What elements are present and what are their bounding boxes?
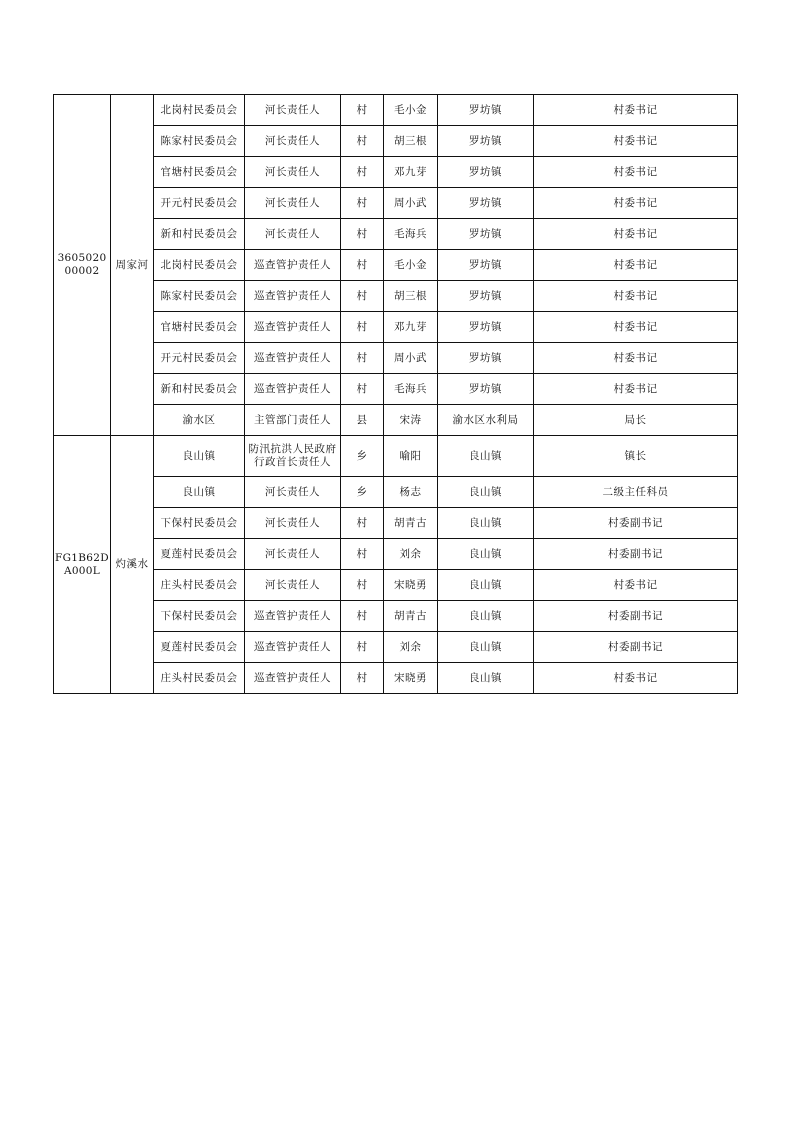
post-cell: 村委副书记 bbox=[534, 632, 738, 663]
role-cell: 巡查管护责任人 bbox=[245, 601, 341, 632]
org-cell: 良山镇 bbox=[438, 508, 534, 539]
post-cell: 村委书记 bbox=[534, 126, 738, 157]
org-cell: 罗坊镇 bbox=[438, 374, 534, 405]
table-row bbox=[54, 126, 738, 157]
level-cell: 村 bbox=[341, 343, 384, 374]
unit-cell: 开元村民委员会 bbox=[154, 188, 245, 219]
level-cell: 村 bbox=[341, 95, 384, 126]
unit-cell: 官塘村民委员会 bbox=[154, 157, 245, 188]
table-row bbox=[54, 157, 738, 188]
river-code-cell: 360502000002 bbox=[54, 95, 111, 436]
level-cell: 村 bbox=[341, 632, 384, 663]
unit-cell: 渝水区 bbox=[154, 405, 245, 436]
role-cell: 河长责任人 bbox=[245, 539, 341, 570]
level-cell: 村 bbox=[341, 601, 384, 632]
table-row bbox=[54, 95, 738, 126]
level-cell: 村 bbox=[341, 281, 384, 312]
org-cell: 良山镇 bbox=[438, 436, 534, 477]
table-row bbox=[54, 663, 738, 694]
name-cell: 胡青古 bbox=[384, 601, 438, 632]
post-cell: 村委书记 bbox=[534, 374, 738, 405]
post-cell: 村委书记 bbox=[534, 95, 738, 126]
org-cell: 罗坊镇 bbox=[438, 126, 534, 157]
unit-cell: 北岗村民委员会 bbox=[154, 250, 245, 281]
role-cell: 河长责任人 bbox=[245, 95, 341, 126]
org-cell: 良山镇 bbox=[438, 539, 534, 570]
table-row bbox=[54, 539, 738, 570]
org-cell: 罗坊镇 bbox=[438, 157, 534, 188]
level-cell: 村 bbox=[341, 663, 384, 694]
table-row bbox=[54, 312, 738, 343]
unit-cell: 夏莲村民委员会 bbox=[154, 632, 245, 663]
table-row bbox=[54, 219, 738, 250]
unit-cell: 良山镇 bbox=[154, 436, 245, 477]
level-cell: 村 bbox=[341, 508, 384, 539]
level-cell: 乡 bbox=[341, 477, 384, 508]
role-cell: 河长责任人 bbox=[245, 157, 341, 188]
role-cell: 主管部门责任人 bbox=[245, 405, 341, 436]
unit-cell: 新和村民委员会 bbox=[154, 219, 245, 250]
name-cell: 宋晓勇 bbox=[384, 663, 438, 694]
level-cell: 乡 bbox=[341, 436, 384, 477]
unit-cell: 夏莲村民委员会 bbox=[154, 539, 245, 570]
post-cell: 镇长 bbox=[534, 436, 738, 477]
org-cell: 良山镇 bbox=[438, 570, 534, 601]
unit-cell: 官塘村民委员会 bbox=[154, 312, 245, 343]
role-cell: 河长责任人 bbox=[245, 508, 341, 539]
level-cell: 村 bbox=[341, 250, 384, 281]
level-cell: 村 bbox=[341, 570, 384, 601]
table-row bbox=[54, 632, 738, 663]
unit-cell: 陈家村民委员会 bbox=[154, 126, 245, 157]
role-cell: 巡查管护责任人 bbox=[245, 281, 341, 312]
name-cell: 毛小金 bbox=[384, 250, 438, 281]
table-row bbox=[54, 343, 738, 374]
level-cell: 村 bbox=[341, 157, 384, 188]
role-cell: 河长责任人 bbox=[245, 219, 341, 250]
level-cell: 村 bbox=[341, 374, 384, 405]
river-code-cell: FG1B62DA000L bbox=[54, 436, 111, 694]
name-cell: 喻阳 bbox=[384, 436, 438, 477]
level-cell: 县 bbox=[341, 405, 384, 436]
name-cell: 邓九芽 bbox=[384, 157, 438, 188]
org-cell: 罗坊镇 bbox=[438, 188, 534, 219]
org-cell: 罗坊镇 bbox=[438, 95, 534, 126]
role-cell: 巡查管护责任人 bbox=[245, 374, 341, 405]
post-cell: 村委书记 bbox=[534, 281, 738, 312]
river-name-cell: 周家河 bbox=[111, 95, 154, 436]
role-cell: 河长责任人 bbox=[245, 570, 341, 601]
level-cell: 村 bbox=[341, 188, 384, 219]
river-name-cell: 灼溪水 bbox=[111, 436, 154, 694]
table-row bbox=[54, 374, 738, 405]
post-cell: 局长 bbox=[534, 405, 738, 436]
table-row bbox=[54, 477, 738, 508]
post-cell: 村委副书记 bbox=[534, 508, 738, 539]
name-cell: 刘余 bbox=[384, 632, 438, 663]
name-cell: 毛海兵 bbox=[384, 219, 438, 250]
unit-cell: 下保村民委员会 bbox=[154, 601, 245, 632]
post-cell: 村委书记 bbox=[534, 157, 738, 188]
post-cell: 村委书记 bbox=[534, 219, 738, 250]
unit-cell: 新和村民委员会 bbox=[154, 374, 245, 405]
responsibility-table bbox=[53, 94, 738, 694]
unit-cell: 良山镇 bbox=[154, 477, 245, 508]
name-cell: 毛海兵 bbox=[384, 374, 438, 405]
post-cell: 村委书记 bbox=[534, 312, 738, 343]
org-cell: 良山镇 bbox=[438, 632, 534, 663]
table-row bbox=[54, 405, 738, 436]
level-cell: 村 bbox=[341, 312, 384, 343]
org-cell: 罗坊镇 bbox=[438, 250, 534, 281]
unit-cell: 北岗村民委员会 bbox=[154, 95, 245, 126]
name-cell: 毛小金 bbox=[384, 95, 438, 126]
role-cell: 巡查管护责任人 bbox=[245, 250, 341, 281]
post-cell: 村委副书记 bbox=[534, 539, 738, 570]
org-cell: 罗坊镇 bbox=[438, 312, 534, 343]
role-cell: 巡查管护责任人 bbox=[245, 632, 341, 663]
unit-cell: 下保村民委员会 bbox=[154, 508, 245, 539]
name-cell: 胡三根 bbox=[384, 281, 438, 312]
table-row bbox=[54, 436, 738, 477]
post-cell: 村委书记 bbox=[534, 570, 738, 601]
name-cell: 周小武 bbox=[384, 343, 438, 374]
org-cell: 良山镇 bbox=[438, 477, 534, 508]
name-cell: 宋涛 bbox=[384, 405, 438, 436]
table-row bbox=[54, 250, 738, 281]
org-cell: 良山镇 bbox=[438, 663, 534, 694]
org-cell: 良山镇 bbox=[438, 601, 534, 632]
post-cell: 村委书记 bbox=[534, 188, 738, 219]
role-cell: 巡查管护责任人 bbox=[245, 663, 341, 694]
role-cell: 巡查管护责任人 bbox=[245, 343, 341, 374]
post-cell: 二级主任科员 bbox=[534, 477, 738, 508]
table-row bbox=[54, 508, 738, 539]
level-cell: 村 bbox=[341, 539, 384, 570]
post-cell: 村委书记 bbox=[534, 250, 738, 281]
table-row bbox=[54, 570, 738, 601]
unit-cell: 开元村民委员会 bbox=[154, 343, 245, 374]
org-cell: 罗坊镇 bbox=[438, 281, 534, 312]
role-cell: 河长责任人 bbox=[245, 477, 341, 508]
name-cell: 邓九芽 bbox=[384, 312, 438, 343]
unit-cell: 庄头村民委员会 bbox=[154, 570, 245, 601]
table-row bbox=[54, 281, 738, 312]
role-cell: 河长责任人 bbox=[245, 188, 341, 219]
org-cell: 渝水区水利局 bbox=[438, 405, 534, 436]
role-cell: 河长责任人 bbox=[245, 126, 341, 157]
post-cell: 村委副书记 bbox=[534, 601, 738, 632]
unit-cell: 陈家村民委员会 bbox=[154, 281, 245, 312]
role-cell: 防汛抗洪人民政府行政首长责任人 bbox=[245, 436, 341, 477]
name-cell: 周小武 bbox=[384, 188, 438, 219]
role-cell: 巡查管护责任人 bbox=[245, 312, 341, 343]
name-cell: 胡三根 bbox=[384, 126, 438, 157]
org-cell: 罗坊镇 bbox=[438, 219, 534, 250]
name-cell: 杨志 bbox=[384, 477, 438, 508]
post-cell: 村委书记 bbox=[534, 343, 738, 374]
level-cell: 村 bbox=[341, 219, 384, 250]
name-cell: 刘余 bbox=[384, 539, 438, 570]
level-cell: 村 bbox=[341, 126, 384, 157]
name-cell: 宋晓勇 bbox=[384, 570, 438, 601]
name-cell: 胡青古 bbox=[384, 508, 438, 539]
org-cell: 罗坊镇 bbox=[438, 343, 534, 374]
table-row bbox=[54, 188, 738, 219]
unit-cell: 庄头村民委员会 bbox=[154, 663, 245, 694]
post-cell: 村委书记 bbox=[534, 663, 738, 694]
table-row bbox=[54, 601, 738, 632]
